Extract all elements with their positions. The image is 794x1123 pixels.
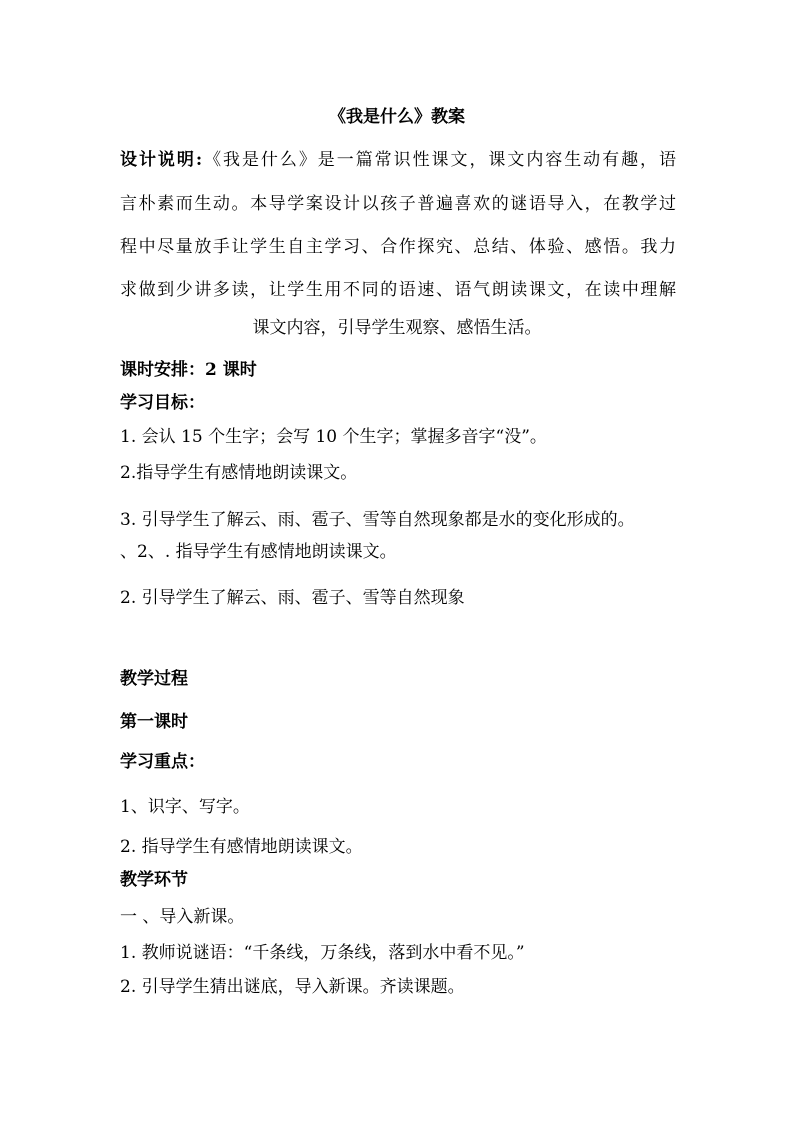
process-heading: 教学过程	[120, 669, 188, 689]
design-line-3: 程中尽量放手让学生自主学习、合作探究、总结、体验、感悟。我力	[120, 237, 676, 257]
lesson1-heading: 第一课时	[120, 712, 188, 732]
design-text-1: 《我是什么》是一篇常识性课文，课文内容生动有趣，语	[202, 150, 677, 170]
step-2: 1. 教师说谜语：“千条线，万条线，落到水中看不见。”	[120, 943, 525, 963]
focus-2: 2. 指导学生有感情地朗读课文。	[120, 837, 363, 857]
focus-1: 1、识字、写字。	[120, 797, 250, 817]
doc-title: 《我是什么》教案	[329, 107, 465, 127]
focus-heading: 学习重点：	[120, 752, 205, 772]
goal-2: 2.指导学生有感情地朗读课文。	[120, 463, 358, 483]
design-line-4: 求做到少讲多读，让学生用不同的语速、语气朗读课文，在读中理解	[120, 280, 676, 300]
step-3: 2. 引导学生猜出谜底，导入新课。齐读课题。	[120, 977, 465, 997]
schedule-label: 课时安排：	[120, 360, 205, 380]
steps-heading: 教学环节	[120, 870, 188, 890]
design-line-5: 课文内容，引导学生观察、感悟生活。	[252, 318, 542, 338]
schedule-line	[120, 359, 257, 381]
design-label: 设计说明:	[120, 150, 203, 170]
goal-4: 、2、. 指导学生有感情地朗读课文。	[120, 542, 397, 562]
design-line-1	[120, 149, 676, 171]
goal-5: 2. 引导学生了解云、雨、雹子、雪等自然现象	[120, 588, 465, 608]
goals-heading: 学习目标：	[120, 393, 205, 413]
goal-1: 1. 会认 15 个生字；会写 10 个生字；掌握多音字“没”。	[120, 427, 547, 447]
design-line-2: 言朴素而生动。本导学案设计以孩子普遍喜欢的谜语导入，在教学过	[120, 194, 676, 214]
step-1: 一 、导入新课。	[120, 907, 245, 927]
goal-3: 3. 引导学生了解云、雨、雹子、雪等自然现象都是水的变化形成的。	[120, 510, 635, 530]
schedule-value: 2 课时	[205, 360, 257, 380]
